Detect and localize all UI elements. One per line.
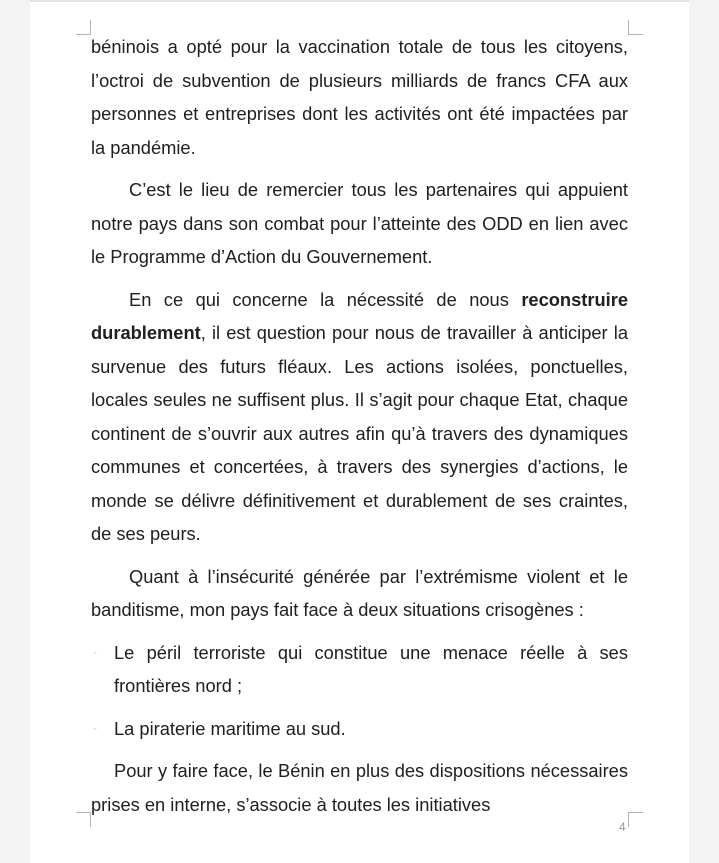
margin-mark-top-left	[76, 20, 91, 35]
page-number: 4	[619, 820, 626, 834]
list-item-text: La piraterie maritime au sud.	[114, 717, 346, 739]
list-item	[91, 636, 628, 703]
paragraph-text: En ce qui concerne la nécessité de nous	[129, 288, 522, 310]
margin-mark-bottom-right	[628, 812, 643, 827]
bullet-marker: -	[93, 720, 97, 735]
paragraph: béninois a opté pour la vaccination totale de tous les citoyens, l’octroi de subvention de plusieurs milliards de francs CFA aux personnes et entreprises dont les activités ont été impactées par la pandémie.	[91, 36, 628, 158]
bullet-marker: -	[93, 644, 97, 659]
document-page	[30, 0, 689, 863]
paragraph-text: , il est question pour nous de travailler à anticiper la survenue des futurs fléaux. Les actions isolées, ponctuelles, locales seules ne suffisent plus. Il s’agit pour chaque Etat, chaque continent de s’ouvrir aux autres afin qu’à travers des dynamiques communes et concertées, à travers des synergies d’actions, le monde se délivre définitivement et durablement de ses craintes, de ses peurs.	[91, 322, 628, 544]
margin-mark-bottom-left	[76, 812, 91, 827]
paragraph: Pour y faire face, le Bénin en plus des dispositions nécessaires prises en interne, s’associe à toutes les initiatives	[91, 760, 628, 815]
paragraph	[91, 283, 628, 551]
paragraph: C’est le lieu de remercier tous les partenaires qui appuient notre pays dans son combat pour l’atteinte des ODD en lien avec le Programme d’Action du Gouvernement.	[91, 179, 628, 267]
list-item	[91, 712, 628, 746]
bold-text: reconstruire durablement	[91, 288, 628, 343]
paragraph: Quant à l’insécurité générée par l’extrémisme violent et le banditisme, mon pays fait face à deux situations crisogènes :	[91, 565, 628, 620]
margin-mark-top-right	[628, 20, 643, 35]
document-body[interactable]	[91, 30, 628, 821]
list-item-text: Le péril terroriste qui constitue une menace réelle à ses frontières nord ;	[114, 641, 628, 696]
